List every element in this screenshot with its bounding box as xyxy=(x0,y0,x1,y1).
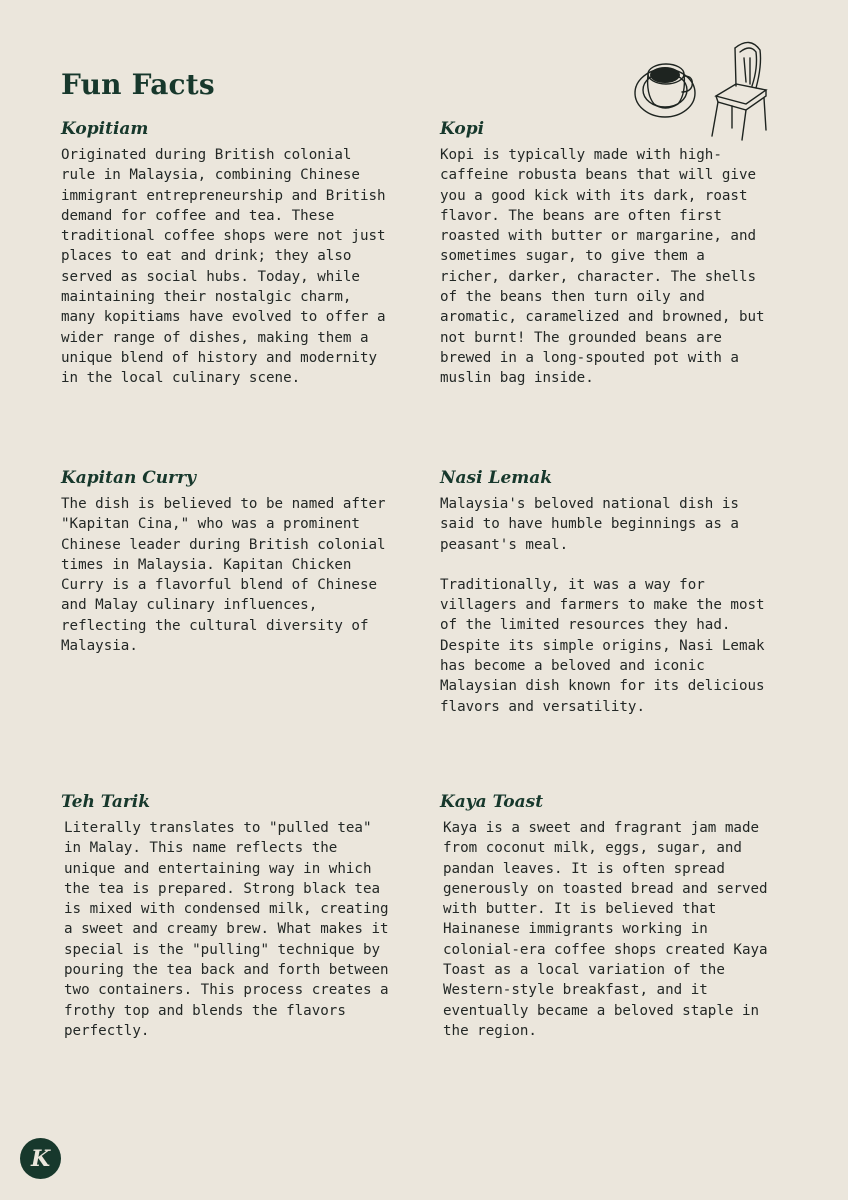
page-title: Fun Facts xyxy=(61,68,215,101)
section-body: Literally translates to "pulled tea" in Malay. This name reflects the unique and entertaining way in which the tea is prepared. Strong black tea is mixed with condensed milk, creating a sweet and creamy brew. What makes it special is the "pulling" technique by pouring the tea back and forth between two containers. This process creates a frothy top and blends the flavors perfectly. xyxy=(64,820,389,1039)
section-heading: Teh Tarik xyxy=(61,792,151,812)
section-heading: Kapitan Curry xyxy=(61,468,196,488)
logo-letter: K xyxy=(30,1145,51,1172)
brand-logo-icon xyxy=(20,1138,61,1179)
section-heading: Kaya Toast xyxy=(440,792,544,812)
section-heading: Kopi xyxy=(440,119,485,139)
section-kopi xyxy=(440,119,770,389)
section-kaya-toast xyxy=(440,792,770,1041)
section-body: Originated during British colonial rule in Malaysia, combining Chinese immigrant entrepreneurship and British demand for coffee and tea. These traditional coffee shops were not just places to eat and drink; they also served as social hubs. Today, while maintaining their nostalgic charm, many kopitiams have evolved to offer a wider range of dishes, making them a unique blend of history and modernity in the local culinary scene. xyxy=(61,147,386,387)
section-body: Traditionally, it was a way for villagers and farmers to make the most of the limited resources they had. Despite its simple origins, Nasi Lemak has become a beloved and iconic Malaysian dish known for its delicious flavors and versatility. xyxy=(440,576,765,715)
section-body: Kopi is typically made with high-caffeine robusta beans that will give you a good kick with its dark, roast flavor. The beans are often first roasted with butter or margarine, and sometimes sugar, to give them a richer, darker, character. The shells of the beans then turn oily and aromatic, caramelized and browned, but not burnt! The grounded beans are brewed in a long-spouted pot with a muslin bag inside. xyxy=(440,147,765,387)
section-heading: Kopitiam xyxy=(61,119,149,139)
section-nasi-lemak xyxy=(440,468,770,717)
section-body: Malaysia's beloved national dish is said to have humble beginnings as a peasant's meal. xyxy=(440,496,739,553)
section-kapitan-curry xyxy=(61,468,391,656)
section-body: Kaya is a sweet and fragrant jam made from coconut milk, eggs, sugar, and pandan leaves. It is often spread generously on toasted bread and served with butter. It is believed that Hainanese immigrants working in colonial-era coffee shops created Kaya Toast as a local variation of the Western-style breakfast, and it eventually became a beloved staple in the region. xyxy=(443,820,768,1039)
section-teh-tarik xyxy=(61,792,391,1041)
section-body: The dish is believed to be named after "Kapitan Cina," who was a prominent Chinese leader during British colonial times in Malaysia. Kapitan Chicken Curry is a flavorful blend of Chinese and Malay culinary influences, reflecting the cultural diversity of Malaysia. xyxy=(61,496,386,655)
section-heading: Nasi Lemak xyxy=(440,468,553,488)
section-kopitiam xyxy=(61,119,391,389)
